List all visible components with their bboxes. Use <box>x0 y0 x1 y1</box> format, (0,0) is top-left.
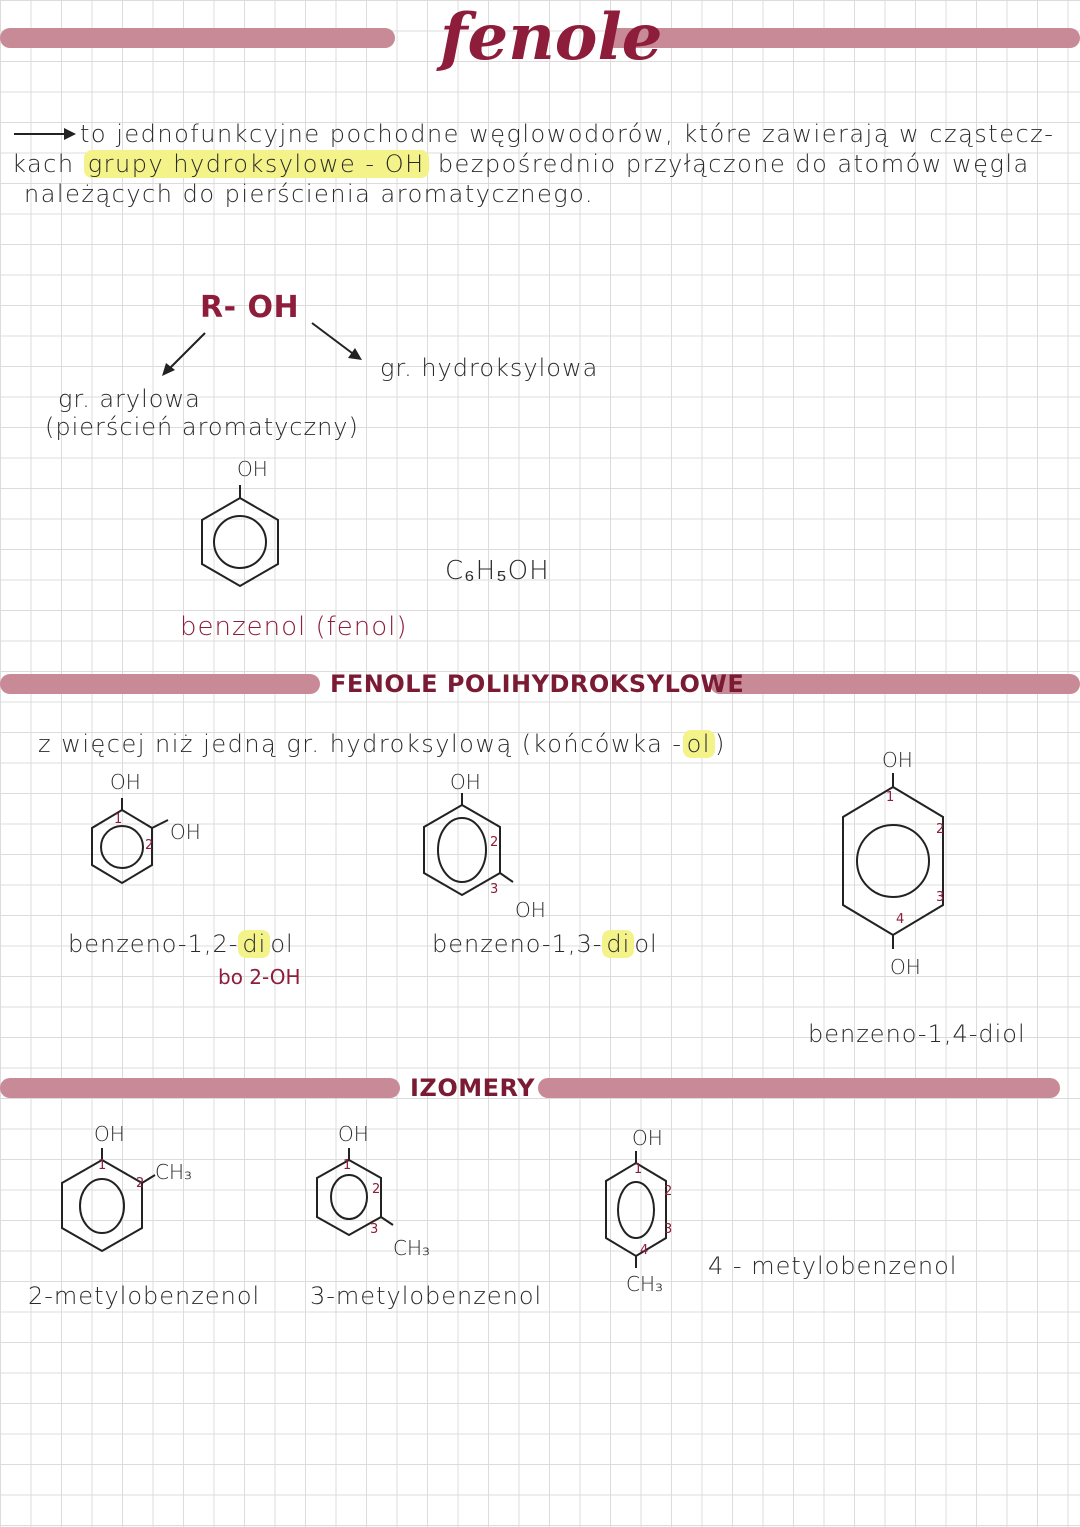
diol13-ring-structure <box>405 790 525 920</box>
intro-line-2-end: bezpośrednio przyłączone do atomów węgla <box>437 150 1030 178</box>
iso2-num-2: 2 <box>136 1176 145 1191</box>
intro-line-3: należących do pierścienia aromatycznego. <box>24 180 595 208</box>
polyhydroxy-heading: FENOLE POLIHYDROKSYLOWE <box>330 670 745 698</box>
diol12-num-1: 1 <box>114 812 123 827</box>
iso3-num-2: 2 <box>372 1182 381 1197</box>
intro-highlight: grupy hydroksylowe - OH <box>84 150 429 178</box>
iso4-num-2: 2 <box>664 1184 673 1199</box>
diol12-oh-top: OH <box>110 770 141 794</box>
diol12-name-start: benzeno-1,2- <box>68 930 239 958</box>
iso2-ch3: CH₃ <box>155 1160 193 1184</box>
iso3-num-3: 3 <box>370 1222 379 1237</box>
iso3-oh: OH <box>338 1122 369 1146</box>
iso2-oh: OH <box>94 1122 125 1146</box>
polyhydroxy-intro <box>38 730 726 758</box>
hydroxyl-group-label: gr. hydroksylowa <box>380 354 599 382</box>
arrow-down-left-icon <box>160 330 220 380</box>
molecular-formula: C₆H₅OH <box>445 556 550 586</box>
diol14-oh-bottom: OH <box>890 955 921 979</box>
intro-line-2 <box>12 150 1030 178</box>
roh-formula: R- OH <box>200 290 300 325</box>
aryl-group-sublabel: (pierścień aromatyczny) <box>45 413 359 441</box>
diol14-num-3: 3 <box>936 890 945 905</box>
diol14-num-1: 1 <box>886 790 895 805</box>
diol12-name <box>68 930 294 958</box>
phenol-name: benzenol (fenol) <box>180 612 408 642</box>
diol13-num-2: 2 <box>490 835 499 850</box>
polyhydroxy-intro-start: z więcej niż jedną gr. hydroksylową (końcówka - <box>38 730 683 758</box>
intro-line-2-start: kach <box>12 150 75 178</box>
iso2-num-1: 1 <box>98 1158 107 1173</box>
diol12-note: bo 2-OH <box>218 965 301 989</box>
ending-highlight: ol <box>683 730 715 758</box>
isomers-bar-right <box>538 1078 1060 1098</box>
page-title: fenole <box>440 0 663 75</box>
diol13-oh-side: OH <box>515 898 546 922</box>
polyhydroxy-intro-end: ) <box>714 730 726 758</box>
iso2-name: 2-metylobenzenol <box>28 1282 261 1310</box>
isomers-heading: IZOMERY <box>410 1074 536 1102</box>
phenol-ring-structure <box>180 485 300 605</box>
iso4-num-3: 3 <box>664 1222 673 1237</box>
isomers-bar-left <box>0 1078 400 1098</box>
diol12-ring-structure <box>75 795 175 905</box>
arrow-down-right-icon <box>310 320 370 365</box>
diol13-oh-top: OH <box>450 770 481 794</box>
iso4-num-4: 4 <box>640 1243 649 1258</box>
diol14-oh-top: OH <box>882 748 913 772</box>
diol13-name <box>432 930 658 958</box>
diol13-num-3: 3 <box>490 882 499 897</box>
diol14-num-2: 2 <box>936 822 945 837</box>
intro-line-1: to jednofunkcyjne pochodne węglowodorów, które zawierają w cząstecz- <box>80 120 1055 148</box>
diol14-name: benzeno-1,4-diol <box>808 1020 1026 1048</box>
diol13-name-end: ol <box>634 930 658 958</box>
diol14-num-4: 4 <box>896 912 905 927</box>
diol13-name-start: benzeno-1,3- <box>432 930 603 958</box>
iso3-name: 3-metylobenzenol <box>310 1282 543 1310</box>
diol12-num-2: 2 <box>145 838 154 853</box>
iso4-oh: OH <box>632 1126 663 1150</box>
polyhydroxy-bar-right <box>710 674 1080 694</box>
iso4-ch3: CH₃ <box>626 1272 664 1296</box>
iso3-num-1: 1 <box>343 1158 352 1173</box>
title-bar-left <box>0 28 395 48</box>
iso3-ring-structure <box>297 1145 407 1255</box>
diol12-name-highlight: di <box>238 930 270 958</box>
iso4-num-1: 1 <box>634 1162 643 1177</box>
iso4-name: 4 - metylobenzenol <box>708 1252 958 1280</box>
polyhydroxy-bar-left <box>0 674 320 694</box>
aryl-group-label: gr. arylowa <box>58 385 201 413</box>
phenol-oh-label: OH <box>237 457 268 481</box>
diol12-name-end: ol <box>270 930 294 958</box>
arrow-right-icon <box>12 124 82 144</box>
diol13-name-highlight: di <box>602 930 634 958</box>
title-bar-right <box>605 28 1080 48</box>
iso3-ch3: CH₃ <box>393 1236 431 1260</box>
diol12-oh-side: OH <box>170 820 201 844</box>
